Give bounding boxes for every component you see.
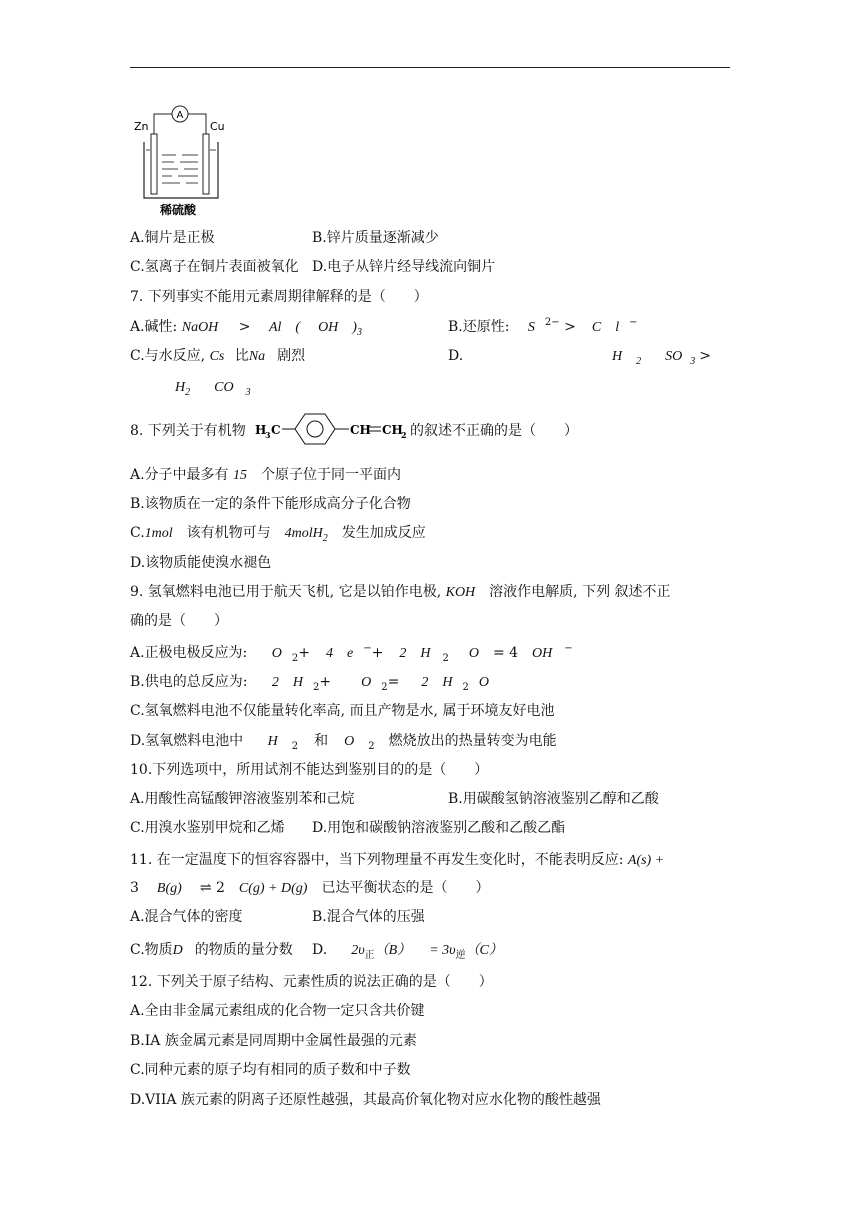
q11d-eq: = 3υ <box>429 943 456 958</box>
q11-3: 3 <box>130 880 139 896</box>
q7d-h-sub: 2 <box>636 356 642 367</box>
q9a-4: 4 <box>325 646 333 661</box>
mol-ch2-sub: 2 <box>401 430 407 440</box>
q8a-num: 15 <box>233 468 248 483</box>
q7c-na: Na <box>248 349 266 364</box>
q11d-c: （C） <box>465 943 503 958</box>
q12-option-d[interactable]: D.VIIA 族元素的阴离子还原性越强，其最高价氧化物对应水化物的酸性越强 <box>130 1092 601 1108</box>
q6-option-b[interactable]: B.锌片质量逐渐减少 <box>312 230 439 246</box>
styrene-derivative-structure <box>255 412 410 446</box>
benzene-circle <box>307 421 323 437</box>
q7-option-d-label[interactable]: D. <box>448 348 464 364</box>
zn-label: Zn <box>134 120 149 133</box>
q6-option-c[interactable]: C.氢离子在铜片表面被氧化 <box>130 259 299 275</box>
q8c-prefix: C. <box>130 525 145 541</box>
q7d-co: CO <box>214 380 234 395</box>
q7c-mid: 比 <box>230 348 249 364</box>
q11d-2v: 2υ <box>351 943 365 958</box>
q7b-gt: > <box>564 319 576 335</box>
q8-option-c[interactable] <box>130 523 426 545</box>
q11-cg-dg: C(g) + D(g) <box>238 881 308 896</box>
q9a-2: 2 <box>399 646 407 661</box>
q11-option-d[interactable] <box>312 940 503 962</box>
q7c-cs: Cs <box>209 349 225 364</box>
q7b-s: S <box>527 320 535 335</box>
q9a-e: e <box>346 646 354 661</box>
q9b-plus: + <box>319 674 332 690</box>
zn-electrode <box>151 134 157 194</box>
q11d-ni: 逆 <box>455 950 466 961</box>
q9b-o2: O <box>478 675 490 690</box>
mol-h: H <box>255 423 267 437</box>
q7b-c: C <box>591 320 602 335</box>
cu-electrode <box>203 134 209 194</box>
q8c-h: 4molH <box>284 526 323 541</box>
q11-eq-a: A(s) + <box>627 853 665 868</box>
q10-stem: 10.下列选项中，所用试剂不能达到鉴别目的的是（ ） <box>130 762 489 778</box>
q7a-naoh: NaOH <box>181 320 219 335</box>
q9d-prefix: D.氢氧燃料电池中 <box>130 733 244 749</box>
q11-stem-post: 已达平衡状态的是（ ） <box>321 880 490 896</box>
q7d-h2-sub: 2 <box>185 387 191 398</box>
q9d-post: 燃烧放出的热量转变为电能 <box>388 733 557 749</box>
q11c-d: D <box>172 943 183 958</box>
q9d-o: O <box>344 734 355 749</box>
q8-stem-suffix: 的叙述不正确的是（ ） <box>410 423 578 439</box>
q9a-plus2: + <box>371 645 384 661</box>
q9d-h-sub: 2 <box>291 741 299 752</box>
q9a-plus: + <box>298 645 310 661</box>
q8-option-d[interactable]: D.该物质能使溴水褪色 <box>130 555 272 571</box>
q9a-o: O <box>271 646 282 661</box>
q10-option-b[interactable]: B.用碳酸氢钠溶液鉴别乙醇和乙酸 <box>448 791 659 807</box>
mol-ch: CH <box>350 423 371 437</box>
q9a-eq: = 4 <box>492 645 519 661</box>
q9b-h: H <box>292 675 304 690</box>
q11d-b: （B） <box>374 943 412 958</box>
q7a-oh: OH <box>318 320 339 335</box>
q9d-h: H <box>267 734 278 749</box>
q9a-e-sup: − <box>363 643 372 654</box>
q9b-2: 2 <box>271 675 279 690</box>
ammeter-label: A <box>176 110 184 121</box>
q11c-post: 的物质的量分数 <box>194 942 293 958</box>
q9b-o-sub: 2 <box>381 682 388 693</box>
q9a-h-sub: 2 <box>442 653 449 664</box>
q7a-lparen: ( <box>295 320 301 335</box>
q11d-prefix: D. <box>312 942 328 958</box>
q7b-sup2: − <box>629 317 638 328</box>
q8a-prefix: A.分子中最多有 <box>130 467 234 483</box>
cu-label: Cu <box>210 120 225 133</box>
q8-stem-prefix: 8. 下列关于有机物 <box>130 423 246 439</box>
mol-ch2: CH <box>382 423 403 437</box>
benzene-ring <box>295 414 335 444</box>
q9-option-a[interactable] <box>130 643 573 665</box>
galvanic-cell-figure <box>132 100 232 218</box>
q9d-and: 和 <box>314 733 329 749</box>
q10-option-d[interactable]: D.用饱和碳酸钠溶液鉴别乙酸和乙酸乙酯 <box>312 820 566 836</box>
q7c-prefix: C.与水反应, <box>130 348 210 364</box>
q8c-sub: 2 <box>322 533 328 544</box>
cell-caption: 稀硫酸 <box>160 203 197 217</box>
q9b-eq: = <box>387 674 400 690</box>
q7c-post: 剧烈 <box>277 348 306 364</box>
q9-stem-pre: 9. 氢氧燃料电池已用于航天飞机, 它是以铂作电极, <box>130 584 446 600</box>
q9-option-d[interactable] <box>130 731 557 753</box>
q9a-prefix: A.正极电极反应为: <box>130 645 248 661</box>
q9b-h2: H <box>442 675 453 690</box>
q7a-al: Al <box>268 320 282 335</box>
q7b-prefix: B.还原性: <box>448 319 514 335</box>
q9-option-b[interactable] <box>130 672 489 694</box>
q8c-post: 发生加成反应 <box>341 525 426 541</box>
q7-option-d-formula2 <box>175 377 251 399</box>
q9b-o: O <box>361 675 372 690</box>
q9-stem-line1 <box>130 582 671 603</box>
q7d-so: SO <box>665 349 683 364</box>
q12-option-a[interactable]: A.全由非金属元素组成的化合物一定只含共价键 <box>130 1003 425 1019</box>
q7b-l: l <box>615 320 620 335</box>
q6-option-a[interactable]: A.铜片是正极 <box>130 230 215 246</box>
q7a-sub: 3 <box>356 327 362 338</box>
q11-option-b[interactable]: B.混合气体的压强 <box>312 909 425 925</box>
q8c-mol: 1mol <box>144 526 173 541</box>
q9a-o-sub: 2 <box>291 653 299 664</box>
q7-option-c[interactable] <box>130 346 305 367</box>
q11-arrow: ⇌ 2 <box>199 880 225 896</box>
q8-option-b[interactable]: B.该物质在一定的条件下能形成高分子化合物 <box>130 496 411 512</box>
q9-stem-post: 溶液作电解质, 下列 叙述不正 <box>489 584 671 600</box>
q9b-h2-sub: 2 <box>462 682 469 693</box>
q7a-prefix: A.碱性: <box>130 319 182 335</box>
q7-option-a[interactable] <box>130 317 362 339</box>
q9a-oh-sup: − <box>564 643 573 654</box>
q11d-zheng: 正 <box>364 950 375 961</box>
q11-option-a[interactable]: A.混合气体的密度 <box>130 909 243 925</box>
q8c-mid: 该有机物可与 <box>186 525 271 541</box>
q11c-prefix: C.物质 <box>130 942 173 958</box>
q7d-so-sub: 3 <box>690 356 696 367</box>
q12-option-c[interactable]: C.同种元素的原子均有相同的质子数和中子数 <box>130 1062 411 1078</box>
mol-c: C <box>271 423 281 437</box>
q7d-co-sub: 3 <box>245 387 251 398</box>
q11-stem-line1 <box>130 850 664 871</box>
q7d-h2: H <box>175 380 186 395</box>
q7d-gt: > <box>699 348 711 364</box>
q9b-prefix: B.供电的总反应为: <box>130 674 248 690</box>
q9a-o2: O <box>468 646 479 661</box>
q7d-h: H <box>612 349 623 364</box>
q7b-sup: 2− <box>544 317 560 328</box>
q8-option-a[interactable] <box>130 465 401 486</box>
q11-option-c[interactable] <box>130 940 293 961</box>
mol-h-sub: 3 <box>265 430 271 440</box>
q7-stem: 7. 下列事实不能用元素周期律解释的是（ ） <box>130 289 428 305</box>
q6-option-d[interactable]: D.电子从锌片经导线流向铜片 <box>312 259 496 275</box>
q8a-post: 个原子位于同一平面内 <box>261 467 402 483</box>
q12-stem: 12. 下列关于原子结构、元素性质的说法正确的是（ ） <box>130 974 493 990</box>
q9a-h: H <box>420 646 431 661</box>
q7-option-d-formula1 <box>612 346 711 368</box>
q9b-2b: 2 <box>421 675 429 690</box>
q9b-h-sub: 2 <box>313 682 320 693</box>
q9-stem-line2: 确的是（ ） <box>130 613 228 629</box>
q11-bg: B(g) <box>156 881 182 896</box>
q11-stem-line2 <box>130 878 489 899</box>
q12-option-b[interactable]: B.IA 族金属元素是同周期中金属性最强的元素 <box>130 1033 417 1049</box>
q9a-oh: OH <box>532 646 553 661</box>
q10-option-a[interactable]: A.用酸性高锰酸钾溶液鉴别苯和己烷 <box>130 791 355 807</box>
q7a-gt: > <box>238 319 251 335</box>
q7-option-b[interactable] <box>448 317 637 339</box>
header-rule <box>130 67 730 68</box>
q10-option-c[interactable]: C.用溴水鉴别甲烷和乙烯 <box>130 820 285 836</box>
q9-option-c[interactable]: C.氢氧燃料电池不仅能量转化率高, 而且产物是水, 属于环境友好电池 <box>130 703 555 719</box>
q7a-rparen: ) <box>352 320 357 335</box>
q9-koh: KOH <box>445 585 476 600</box>
q9d-o-sub: 2 <box>368 741 375 752</box>
q11-stem-pre: 11. 在一定温度下的恒容容器中，当下列物理量不再发生变化时，不能表明反应: <box>130 852 628 868</box>
